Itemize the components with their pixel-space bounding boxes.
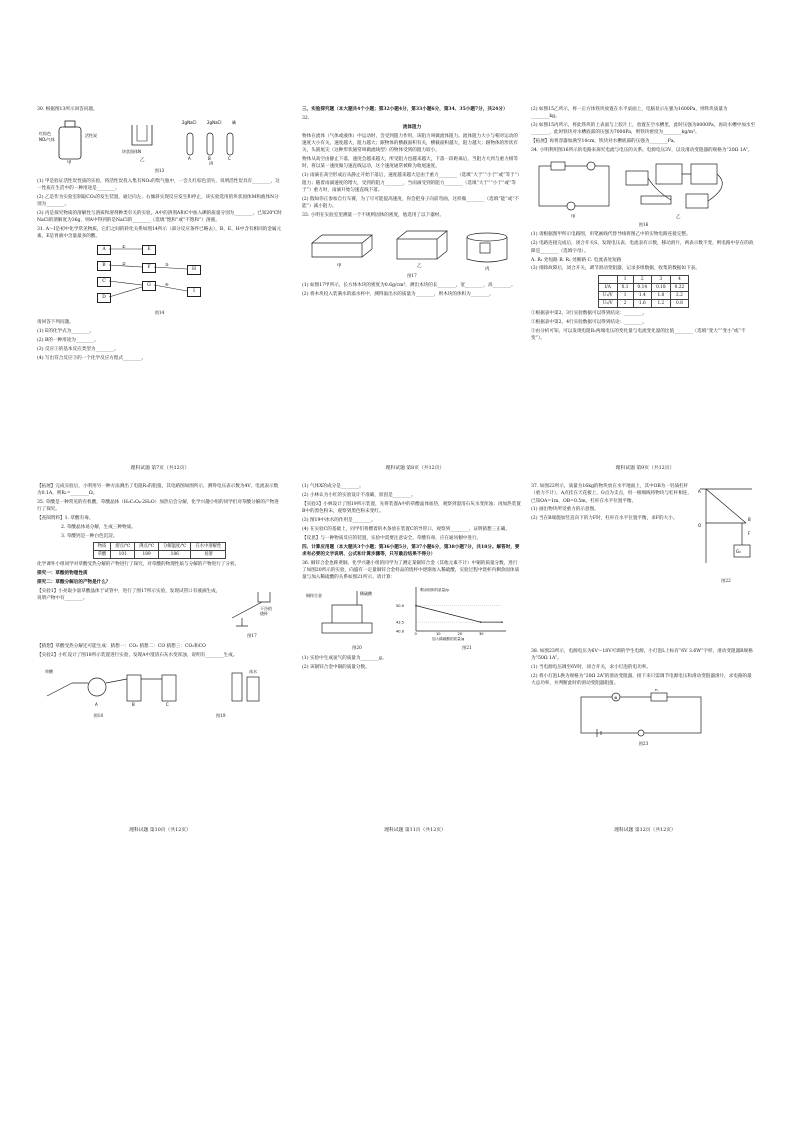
node-D: D (97, 293, 111, 303)
q35-guess: 【猜想】草酸受热分解还可能生成：猜想一：CO₂ 猜想二：CO 猜想三：CO₂和CO (37, 643, 206, 649)
node-I: I (187, 287, 201, 297)
section-4-heading: 四、计算应用题（本大题共3个小题；第36小题5分，第37小题6分，第38小题7分，共18分。解答时，要求有必要的文字说明、公式和计算步骤等，只写最后结果不得分） (302, 544, 520, 557)
node-G: G (142, 281, 156, 291)
figure-22 (696, 483, 756, 588)
figure-22-caption: 图22 (721, 578, 731, 584)
page-9-footer: 理科试题 第9页（共12页） (615, 466, 675, 471)
q33-part-1: (1) 如图17甲所示，长方体木块的密度为0.6g/cm³，测出木块的长________，宽________，高________。 (302, 283, 516, 289)
figure-18-19-captions (37, 711, 282, 722)
svg-text:碘: 碘 (232, 120, 236, 126)
svg-text:烧杯: 烧杯 (260, 611, 268, 617)
q35-experiment-2: 【实验2】小红设计了图18所示装置进行实验，发现A中澄清石灰水变浑浊，说明有________生成。 (37, 652, 238, 658)
q32-title: 流体阻力 (402, 124, 422, 130)
table-header-row: 物质 熔点/℃ 沸点/℃ 分解温度/℃ 在水中溶解性 (93, 543, 226, 551)
figure-16 (531, 156, 756, 220)
figure-22-drawing (696, 483, 756, 573)
y-tick-label: 40.0 (396, 629, 405, 634)
q30-part-2: (2) 乙是作为实验室制取CO₂的发生装置，通过向左、右倾斜实现反应发生和停止，该实验选用的块状固体M和液体N分别为________。 (37, 194, 279, 208)
svg-text:④: ④ (165, 281, 169, 287)
svg-text:丙: 丙 (209, 162, 214, 166)
figure-20-21-captions (302, 643, 522, 654)
svg-text:草酸: 草酸 (45, 668, 53, 674)
q35-paragraph: 化学课外小组同学对草酸受热分解的产物进行了探究，对草酸的物理性质与分解的产物进行了分析。 (37, 562, 240, 568)
p11-text-4: (3) 图19中冰水的作用是________。 (302, 517, 376, 523)
q34-part-1: (1) 请根据图甲所示电路图，用笔画线代替导线将图乙中的实物电路连接完整。 (531, 232, 691, 238)
p11-text-6: 【反思】与一种物质反应的装置，实验中需要注意安全，草酸有毒，应在通风橱中进行。 (302, 535, 482, 541)
table-row: 草酸 101 189 186 易溶 (93, 551, 226, 559)
svg-text:乙: 乙 (140, 158, 145, 164)
svg-text:丙: 丙 (485, 266, 490, 271)
svg-text:A: A (95, 701, 98, 707)
table-header-row: 1 2 3 4 (598, 275, 688, 283)
q32-text-2: 物体从高空由静止下落，速度会越来越大，所受阻力也越来越大，下落一段距离后，当阻力大到与重力相等时，将以某一速度做匀速直线运动，这个速度通常被称为收尾速度。 (302, 157, 518, 170)
svg-text:R: R (655, 688, 658, 692)
svg-text:乙: 乙 (676, 215, 681, 221)
node-E: E (142, 245, 156, 255)
q30-part-3: (3) 丙是探究物质的溶解性与溶质和溶剂种类有关的实验，A中的溶剂A和C中加入碘的质量分别为________，已知20℃时NaCl的溶解度为36g，则A中得到的是NaCl的________（选填“饱和”或“不饱和”）溶液。 (37, 210, 283, 224)
page-8-footer: 理科试题 第8页（共12页） (385, 466, 445, 471)
figure-23 (531, 689, 756, 739)
figure-18-caption: 图18 (93, 712, 104, 718)
figure-23-drawing (531, 689, 756, 739)
y-axis-label: 剩余固体的质量/g (420, 588, 449, 593)
q35-heading-1: 探究一：草酸的物理性质 (37, 571, 88, 577)
q35-info-3: 3. 草酸钙是一种白色沉淀。 (61, 534, 118, 540)
q37-part-1: (1) 画出物块所受重力的示意图。 (531, 507, 599, 513)
p9-cont-2: (3) 如图15丙所示，将此铁块的上表面与上胶片上，放置在空水槽里，此时压强为8000Pa，再向水槽中加水至________，此时铁块对水槽底部的压强为7000Pa，则铁块密度为________kg/m³。 (531, 123, 756, 136)
node-A: A (97, 245, 111, 255)
svg-text:铜锌合金: 铜锌合金 (306, 593, 322, 599)
q32-text-1: 物体在流体（气体或液体）中运动时，会受到阻力作用，该阻力叫做流体阻力。流体阻力大小与相对运动的速度大小有关，速度越大，阻力越大；跟物体的横截面积有关，横截面积越大，阻力越大；跟物体的形状有关，头圆尾尖（这种形状通常叫做流线型）的物体受到的阻力较小。 (302, 133, 518, 154)
figure-17b-caption: 图17 (247, 633, 257, 639)
figure-14-arrows (37, 243, 277, 307)
q32-part-2: (2) 假如你正参加自行车赛，为了尽可能提高速度，你会把身子向前弯曲，这样做________（选填“能”或“不能”）减小阻力。 (302, 196, 520, 210)
figure-18-19 (37, 661, 282, 711)
page-7-footer: 理科试题 第7页（共12页） (130, 466, 190, 471)
svg-text:C: C (166, 701, 169, 707)
figure-21-chart (392, 583, 512, 641)
q30-stem: 30. 根据图13所示回答问题。 (37, 107, 98, 112)
svg-text:B: B (208, 156, 211, 162)
figure-20-21 (302, 583, 522, 643)
q31-stem: 31. A～I是初中化学常见物质，它们之间的转化关系如图14所示（部分反应条件已略去），B、E、H中含有相同的金属元素，E是胃液中含量最多的酸。 (37, 227, 282, 240)
p9-cont-1: (2) 如图15乙所示，将一正方体铁块放置在水平桌面上，电脑显示压强为1600Pa，则铁块质量为________kg。 (531, 107, 728, 120)
q32-part-1: (1) 雨滴在高空形成后从静止开始下落后，速度越来越大是由于重力________（选填“大于”“小于”或“等于”）阻力；随着雨滴速度的增大，受到的阻力________，当雨滴受到的阻力________（选填“大于”“小于”或“等于”）重力时，雨滴开始匀速直线下落。 (302, 173, 522, 193)
page-10-footer: 理科试题 第10页（共12页） (129, 828, 191, 833)
svg-text:2gNaCl: 2gNaCl (182, 120, 197, 126)
data-table-oxalic-acid (93, 542, 227, 559)
svg-text:F: F (748, 531, 751, 536)
p11-text-2: (2) 小林认为小红的实验设计不准确，原因是________。 (302, 492, 416, 498)
svg-text:②: ② (122, 260, 126, 266)
figure-14 (37, 243, 282, 307)
svg-text:红棕色: 红棕色 (39, 131, 51, 137)
svg-text:甲: 甲 (337, 263, 342, 269)
figure-19-caption: 图19 (215, 712, 226, 718)
figure-17-caption: 图17 (407, 272, 417, 278)
p11-text-5: (4) 在实验C的基础上，同学们将燃着的木条放在装置C的导管口，观察到________，证明猜想三正确。 (302, 526, 510, 532)
q33-part-2: (2) 将木块投入装满水的溢水杯中，测得溢出水的质量为________，则木块的体积为________。 (302, 292, 494, 298)
q33-stem: 33. 小明在实验室里测量一个不规则固体的密度，他选用了以下器材。 (302, 213, 444, 219)
q31-part-2: (2) B的一种用途为________。 (37, 337, 99, 343)
page-9 (531, 106, 756, 470)
figure-17-drawing (302, 221, 522, 271)
q34-part-5: ②根据表中第2、4行实验数据可以得到结论：________。 (531, 319, 648, 325)
page-12 (531, 483, 756, 825)
q34-part-4: ①根据表中第2、3行实验数据可以得到结论：________。 (531, 310, 648, 316)
q38-part-1: (1) 当电源电压调至6V时，闭合开关，求小灯泡的电功率。 (531, 664, 651, 670)
q34-stem: 34. 小明利用图16所示的电路来探究电流与电压的关系。电源电压3V，以及滑动变阻器的规格为“20Ω 1A”。 (531, 148, 753, 154)
p11-text-1: (1) 气体X的成分是________。 (302, 484, 364, 489)
svg-text:干冷的: 干冷的 (260, 606, 272, 612)
figure-13-caption: 图13 (154, 168, 165, 174)
svg-text:C: C (228, 156, 231, 162)
figure-17b-drawing (222, 588, 282, 628)
section-3-heading: 三、实验探究题（本大题共4个小题；第32小题4分，第33小题6分，第34、35小题7分，共24分） (302, 107, 508, 112)
q35-info-1: 【查阅资料】1. 草酸有毒。 (37, 516, 94, 522)
page-11 (302, 483, 522, 825)
q36-stem: 36. 铜锌合金也称黄铜。化学兴趣小组的同学为了测定某铜锌合金（其他元素不计）中铜的质量分数，进行了如图20所示的实验，向盛有一定量铜锌合金样品的烧杯中逐渐加入稀硫酸，实验过程中烧杯内剩余固体质量与加入稀硫酸的关系如图21所示。请计算： (302, 560, 520, 581)
q34-options: A. R₁ 处短路 B. R₁ 处断路 C. 电流表处短路 (531, 257, 622, 263)
q37-stem: 37. 如图22所示，质量为16kg的物块放在水平地面上，其中OB为一轻质杠杆（重力不计），A点挂在天花板上，O点为支点，用一根细线将物块与杠杆相连，已知OA=1m，OB=0.5m，杠杆在水平位置平衡。 (531, 484, 692, 504)
figure-20-caption: 图20 (352, 645, 362, 651)
svg-text:⊗: ⊗ (614, 694, 618, 700)
q34-part-2: (2) 电路连接完成后，闭合开关S，发现电压表、电流表有示数，移动滑片，两表示数不变，则电路中存在的故障是________（选填字母）。 (531, 241, 754, 254)
node-C: C (97, 277, 111, 287)
svg-text:B: B (748, 517, 751, 522)
p10-text-1: 【拓展】完成实验后，小明用另一种方法测出了电阻R₁的阻值，其电路图如图所示，测得电压表示数为4V，电流表示数为0.1A，则R₁=________Ω。 (37, 484, 279, 497)
svg-text:稀硫酸: 稀硫酸 (360, 591, 372, 597)
svg-text:NO₂气体: NO₂气体 (39, 137, 55, 143)
q31-part-1: (1) E的化学式为________。 (37, 328, 95, 334)
svg-text:G₀: G₀ (736, 549, 741, 554)
q38-part-2: (2) 将小灯泡L换为规格为“20Ω 2A”的滑动变阻器，接下来只需调节电源电压和滑动变阻器滑片，求电路的最大总功率，并判断此时的滑动变阻器阻值。 (531, 673, 752, 686)
y-tick-label: 43.5 (396, 620, 405, 625)
q37-part-2: (2) 当在B端施加竖直向下的力F时，杠杆在水平位置平衡，求F的大小。 (531, 516, 678, 522)
page-11-footer: 理科试题 第11页（共12页） (384, 828, 446, 833)
page-8 (302, 106, 522, 470)
svg-text:块状固体N: 块状固体N (122, 149, 141, 155)
figure-20-drawing (302, 583, 392, 641)
figure-17 (302, 221, 522, 271)
table-row: I/A 0.1 0.14 0.18 0.22 (598, 283, 688, 291)
q31-lead: 请回答下列问题。 (37, 320, 74, 326)
figure-13 (37, 115, 282, 165)
svg-text:③: ③ (165, 261, 169, 267)
q34-part-6: ③由分析可知，可以发现电阻R₁两端电压的变化量与电流变化量的比值________（选填“变大”“变小”或“不变”）。 (531, 328, 746, 341)
q38-stem: 38. 如图23所示，电源电压为6V～18V可调的学生电源，小灯泡L上标有“6V 3.6W”字样，滑动变阻器R规格为“50Ω 1A”。 (531, 648, 753, 661)
svg-text:A: A (188, 156, 191, 162)
q32-number: 32. (302, 115, 310, 121)
svg-text:2gNaCl: 2gNaCl (207, 120, 222, 126)
svg-text:B: B (132, 701, 135, 707)
x-tick-label: 0 (414, 632, 417, 637)
svg-text:O: O (698, 523, 702, 528)
p9-cont-3: 【拓展】再将容器加满至10cm，铁块对水槽底部的压强为________Pa。 (531, 139, 679, 145)
figure-18-drawing (37, 661, 282, 711)
q35-stem: 35. 草酸是一种常见的有机酸，草酸晶体（H₂C₂O₄·2H₂O）加热后会分解，化学兴趣小组的同学们对草酸分解的产物进行了探究。 (37, 500, 279, 513)
figure-16-caption: 图16 (638, 222, 649, 228)
figure-17b (222, 588, 282, 643)
figure-14-caption: 图14 (154, 309, 165, 315)
data-table-current-voltage (598, 275, 689, 308)
q35-info-2: 2. 草酸晶体易分解，生成三种物质。 (61, 525, 136, 531)
node-F: F (142, 263, 156, 273)
q37-block (531, 483, 756, 588)
q36-part-2: (2) 该铜锌合金中铜的质量分数。 (302, 664, 370, 670)
x-tick-label: 20 (457, 632, 463, 637)
figure-13-drawing (37, 115, 277, 165)
svg-text:乙: 乙 (417, 263, 422, 269)
x-tick-label: 30 (479, 632, 484, 637)
figure-21-caption: 图21 (462, 645, 472, 651)
svg-text:冰水: 冰水 (249, 668, 257, 674)
svg-text:甲: 甲 (67, 161, 72, 166)
q30-part-1: (1) 甲是验证活性炭性质的实验，将活性炭投入集有NO₂的集气瓶中，一会儿红棕色消失，说明活性炭具有________，这一性质在生活中的一种用途是________。 (37, 178, 280, 191)
svg-text:活性炭: 活性炭 (85, 133, 97, 139)
q35-heading-2: 探究二：草酸分解后的产物是什么？ (37, 580, 111, 586)
svg-text:A: A (698, 489, 701, 494)
y-tick-label: 50.0 (396, 604, 405, 609)
q35-exp1-block (37, 588, 282, 643)
q36-part-1: (1) 实验中生成氢气的质量为________g。 (302, 655, 387, 661)
x-axis-label: 加入稀硫酸的质量/g (432, 637, 465, 642)
page-10 (37, 483, 282, 825)
series-line (416, 606, 502, 622)
node-H: H (187, 265, 201, 275)
q31-part-4: (4) 写出符合反应③的一个化学反应方程式________。 (37, 355, 147, 361)
table-row: U₁/V 1 1.4 1.8 2.2 (598, 291, 688, 299)
page-7 (37, 106, 282, 470)
p11-text-3: 【实验3】小林设计了图19所示装置，先将装置A中的草酸晶体加热，观察到澄清石灰水变浑浊；再加热装置B中的黑色粉末，观察到黑色粉末变红。 (302, 501, 521, 515)
figure-23-caption: 图23 (638, 740, 649, 746)
q35-experiment-1: 【实验1】小亮取少量草酸晶体于试管中，进行了图17所示实验，发现试管口有液滴生成，说明产物中有________。 (37, 589, 221, 602)
q37-text (531, 483, 696, 588)
table-row: U₂/V 2 1.6 1.2 0.8 (598, 299, 688, 307)
q31-part-3: (3) 反应①的基本反应类型为________。 (37, 346, 119, 352)
node-B: B (97, 261, 111, 271)
q34-part-3: (3) 排除故障后，闭合开关，调节滑动变阻器，记录多组数据，收集的数据如下表。 (531, 266, 700, 272)
svg-text:甲: 甲 (571, 215, 576, 221)
page-12-footer: 理科试题 第12页（共12页） (614, 828, 676, 833)
x-tick-label: 10 (436, 632, 441, 637)
svg-text:①: ① (122, 243, 126, 249)
figure-16-drawing (531, 156, 756, 220)
